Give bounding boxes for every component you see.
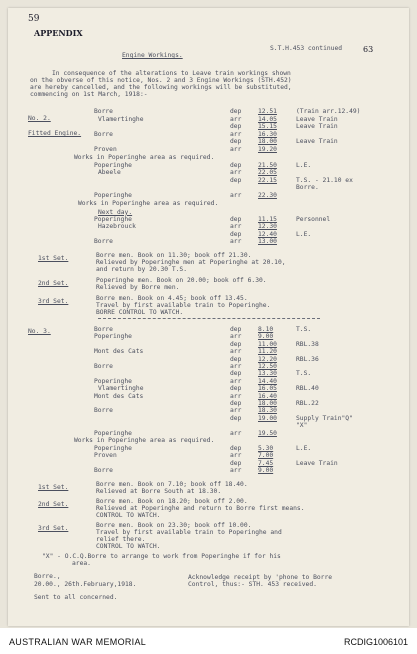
crew-set-line: Relieved at Borre South at 18.30.	[96, 487, 222, 495]
time-value: 7.00	[258, 452, 274, 460]
time-value: 19.50	[258, 429, 277, 437]
works-note: Works in Poperinghe area as required.	[74, 153, 215, 161]
row-note: Personnel	[296, 215, 331, 223]
row-note: Supply Train"Q"	[296, 414, 353, 422]
arr-dep: arr	[230, 238, 242, 246]
time-value: 12.50	[258, 363, 277, 370]
time-value: 7.45	[258, 459, 274, 467]
crew-set-label: 3rd Set.	[38, 524, 69, 532]
x-note-line: area.	[72, 559, 91, 567]
row-note: Borre.	[296, 184, 319, 192]
crew-set-line: relief there.	[96, 535, 146, 543]
arr-dep: arr	[230, 348, 242, 356]
working-no2-label: No. 2.	[28, 115, 51, 122]
crew-set-label: 1st Set.	[38, 483, 69, 491]
intro-line: on the obverse of this notice, Nos. 2 and 3 Engine Workings (STH.452)	[30, 77, 292, 84]
row-note: RBL.38	[296, 340, 319, 348]
next-day-label: Next day.	[98, 208, 133, 216]
arr-dep: dep	[230, 385, 242, 393]
arr-dep: dep	[230, 370, 242, 378]
archive-name: AUSTRALIAN WAR MEMORIAL	[9, 637, 147, 647]
crew-set-line: CONTROL TO WATCH.	[96, 511, 161, 519]
station-name: Borre	[94, 238, 113, 246]
crew-set-line: Relieved by Poperinghe men at Poperinghe at 20.10,	[96, 259, 286, 266]
crew-set-label: 2nd Set.	[38, 280, 69, 287]
row-note: Leave Train	[296, 459, 338, 467]
arr-dep: dep	[230, 459, 242, 467]
intro-line: commencing on 1st March, 1918:-	[30, 91, 148, 98]
row-note: L.E.	[296, 230, 312, 238]
time-value: 11.20	[258, 348, 277, 356]
time-value: 13.00	[258, 238, 277, 246]
time-value: 11.00	[258, 340, 277, 348]
document-title: Engine Workings.	[122, 52, 183, 59]
ack-line: Control, thus:- STH. 453 received.	[188, 580, 317, 588]
arr-dep: arr	[230, 223, 242, 231]
arr-dep: dep	[230, 230, 242, 238]
row-note: "X"	[296, 422, 308, 430]
arr-dep: arr	[230, 192, 242, 199]
crew-set-line: Borre men. Book on 11.30; book off 21.30.	[96, 252, 252, 259]
station-name: Poperinghe	[94, 333, 132, 341]
crew-set-line: and return by 20.30 T.S.	[96, 266, 187, 273]
station-name: Poperinghe	[94, 445, 132, 452]
time-value: 15.15	[258, 123, 277, 131]
station-name: Poperinghe	[94, 429, 132, 437]
station-name: Mont des Cats	[94, 392, 144, 400]
crew-set-line: Borre men. Book on 4.45; book off 13.45.	[96, 295, 248, 302]
station-name: Abeele	[98, 169, 121, 177]
arr-dep: dep	[230, 445, 242, 452]
arr-dep: dep	[230, 400, 242, 407]
crew-set-line: Travel by first available train to Poperinghe and	[96, 528, 282, 536]
appendix-stamp: APPENDIX	[34, 28, 83, 38]
time-value: 16.05	[258, 385, 277, 393]
crew-set-line: Borre men. Book on 18.20; book off 2.00.	[96, 497, 248, 505]
time-value: 21.50	[258, 161, 277, 169]
intro-line: In consequence of the alterations to Leave train workings shown	[52, 70, 291, 77]
row-note: L.E.	[296, 161, 312, 169]
arr-dep: arr	[230, 333, 242, 341]
station-name: Borre	[94, 130, 113, 138]
station-name: Vlamertinghe	[98, 115, 144, 123]
reference-mark: 63	[363, 45, 374, 54]
arr-dep: dep	[230, 326, 242, 333]
time-value: 12.51	[258, 108, 277, 115]
row-note: (Train arr.12.49)	[296, 108, 361, 115]
time-value: 18.00	[258, 400, 277, 407]
crew-set-label: 1st Set.	[38, 255, 69, 262]
arr-dep: arr	[230, 452, 242, 460]
arr-dep: arr	[230, 130, 242, 138]
row-note: L.E.	[296, 445, 312, 452]
reference-number: S.T.H.453 continued	[270, 45, 343, 52]
station-name: Borre	[94, 467, 113, 475]
time-value: 22.30	[258, 192, 277, 199]
time-value: 9.00	[258, 467, 274, 475]
station-name: Vlamertinghe	[98, 385, 144, 393]
sign-place: Borre.,	[34, 572, 61, 580]
ack-line: Acknowledge receipt by 'phone to Borre	[188, 573, 333, 581]
station-name: Borre	[94, 407, 113, 415]
row-note: RBL.36	[296, 355, 319, 363]
station-name: Proven	[94, 146, 117, 153]
arr-dep: dep	[230, 215, 242, 223]
station-name: Borre	[94, 326, 113, 333]
arr-dep: arr	[230, 363, 242, 370]
arr-dep: dep	[230, 123, 242, 131]
time-value: 14.40	[258, 377, 277, 385]
time-value: 18.30	[258, 407, 277, 415]
time-value: 16.40	[258, 392, 277, 400]
crew-set-line: CONTROL TO WATCH.	[96, 542, 161, 550]
row-note: Leave Train	[296, 123, 338, 131]
time-value: 12.40	[258, 230, 277, 238]
intro-line: are hereby cancelled, and the following workings will be substituted,	[30, 84, 292, 91]
time-value: 14.05	[258, 115, 277, 123]
station-name: Poperinghe	[94, 377, 132, 385]
row-note: Leave Train	[296, 138, 338, 146]
time-value: 16.30	[258, 130, 277, 138]
station-name: Borre	[94, 108, 113, 115]
station-name: Poperinghe	[94, 192, 132, 199]
time-value: 22.15	[258, 176, 277, 184]
arr-dep: dep	[230, 138, 242, 146]
row-note: RBL.40	[296, 385, 319, 393]
time-value: 13.30	[258, 370, 277, 378]
time-value: 19.20	[258, 146, 277, 153]
arr-dep: dep	[230, 108, 242, 115]
row-note: T.S. - 21.10 ex	[296, 176, 353, 184]
time-value: 5.30	[258, 445, 274, 452]
time-value: 8.10	[258, 326, 274, 333]
arr-dep: arr	[230, 377, 242, 385]
sent-note: Sent to all concerned.	[34, 593, 118, 601]
crew-set-line: Relieved at Poperinghe and return to Borre first means.	[96, 504, 305, 512]
time-value: 19.00	[258, 414, 277, 422]
time-value: 18.00	[258, 138, 277, 146]
arr-dep: dep	[230, 340, 242, 348]
section-divider	[98, 318, 320, 319]
crew-set-label: 3rd Set.	[38, 298, 69, 305]
crew-set-line: Borre men. Book on 23.30; book off 10.00.	[96, 521, 252, 529]
works-note: Works in Poperinghe area as required.	[74, 437, 215, 444]
row-note: RBL.22	[296, 400, 319, 407]
time-value: 11.15	[258, 215, 277, 223]
station-name: Mont des Cats	[94, 348, 144, 356]
arr-dep: arr	[230, 407, 242, 415]
row-note: Leave Train	[296, 115, 338, 123]
works-note: Works in Poperinghe area as required.	[78, 199, 219, 207]
station-name: Borre	[94, 363, 113, 370]
paper-sheet	[8, 8, 409, 626]
crew-set-label: 2nd Set.	[38, 500, 69, 508]
row-note: T.S.	[296, 326, 312, 333]
arr-dep: dep	[230, 414, 242, 422]
crew-set-line: Poperinghe men. Book on 20.00; book off 6.30.	[96, 277, 267, 284]
station-name: Poperinghe	[94, 215, 132, 223]
working-no3-label: No. 3.	[28, 328, 51, 335]
fitted-engine-label: Fitted Engine.	[28, 130, 82, 137]
station-name: Poperinghe	[94, 161, 132, 169]
archive-id: RCDIG1006101	[343, 637, 408, 647]
station-name: Proven	[94, 452, 117, 460]
time-value: 9.00	[258, 333, 274, 341]
station-name: Hazebrouck	[98, 223, 136, 231]
time-value: 12.30	[258, 223, 277, 231]
crew-set-line: Relieved by Borre men.	[96, 284, 180, 291]
arr-dep: arr	[230, 169, 242, 177]
arr-dep: dep	[230, 355, 242, 363]
crew-set-line: BORRE CONTROL TO WATCH.	[96, 309, 184, 316]
arr-dep: dep	[230, 176, 242, 184]
sign-date: 20.00., 26th.February,1918.	[34, 580, 137, 588]
crew-set-line: Borre men. Book on 7.10; book off 18.40.	[96, 480, 248, 488]
time-value: 22.05	[258, 169, 277, 177]
arr-dep: arr	[230, 115, 242, 123]
x-note-line: "X" - O.C.Q.Borre to arrange to work from Poperinghe if for his	[42, 552, 281, 560]
crew-set-line: Travel by first available train to Poperinghe.	[96, 302, 271, 309]
arr-dep: arr	[230, 146, 242, 153]
arr-dep: arr	[230, 392, 242, 400]
archive-footer	[0, 628, 417, 654]
arr-dep: arr	[230, 429, 242, 437]
time-value: 12.20	[258, 355, 277, 363]
arr-dep: dep	[230, 161, 242, 169]
row-note: T.S.	[296, 370, 312, 378]
arr-dep: arr	[230, 467, 242, 475]
page-number: 59	[28, 14, 40, 24]
